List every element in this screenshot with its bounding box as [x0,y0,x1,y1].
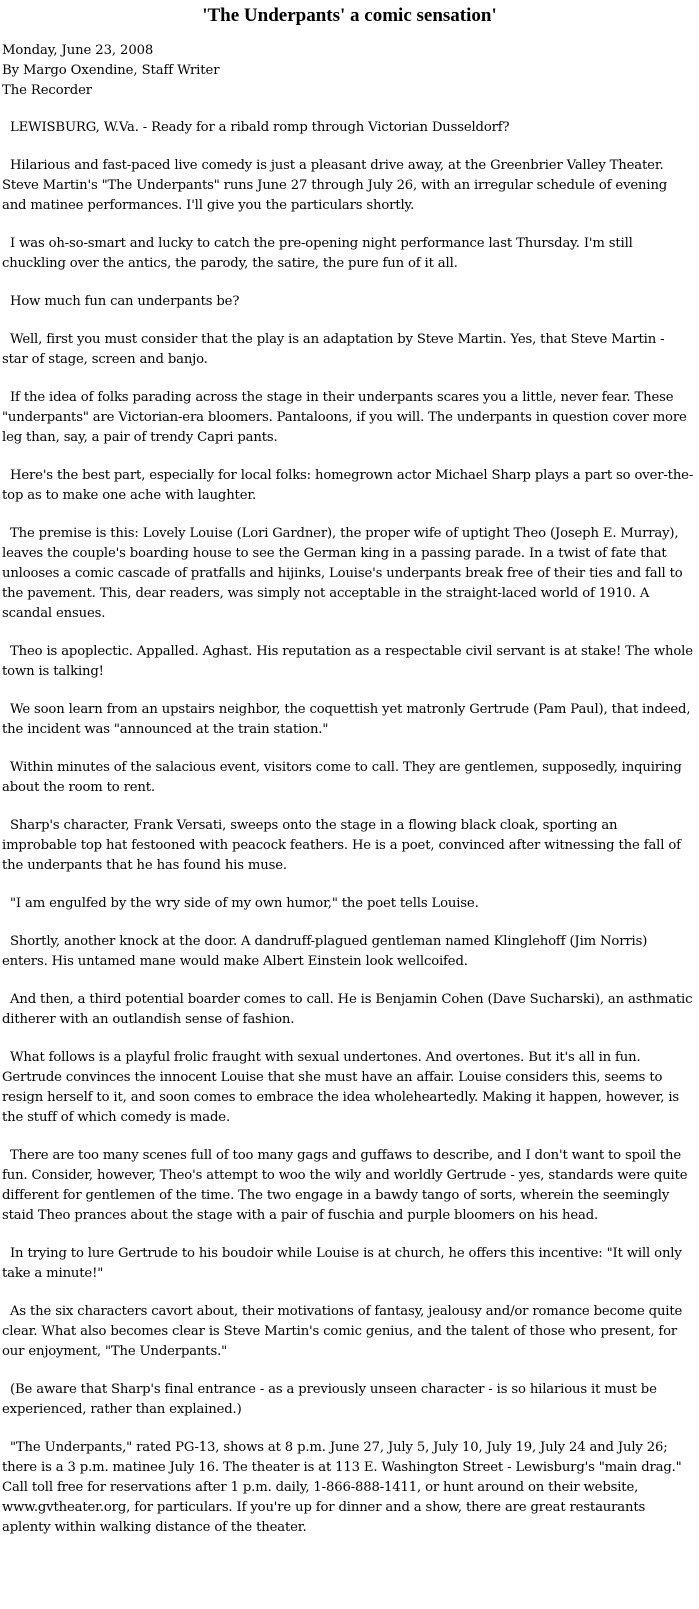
article-paragraph: "The Underpants," rated PG-13, shows at 8 p.m. June 27, July 5, July 10, July 19, July 24 and July 26; there is a 3 p.m. matinee July 16. The theater is at 113 E. Washington Street - Lewisburg's "main drag." Call toll free for reservations after 1 p.m. daily, 1-866-888-1411, or hunt around on their website, www.gvtheater.org, for particulars. If you're up for dinner and a show, there are great restaurants aplenty within walking distance of the theater. [2,1440,682,1535]
article-paragraph: LEWISBURG, W.Va. - Ready for a ribald romp through Victorian Dusseldorf? [10,120,510,135]
article-author: By Margo Oxendine, Staff Writer [2,63,220,78]
article-paragraph: If the idea of folks parading across the stage in their underpants scares you a little, never fear. These "underpants" are Victorian-era bloomers. Pantaloons, if you will. The underpants in question cover more leg than, say, a pair of trendy Capri pants. [2,390,687,445]
article-paragraph: Theo is apoplectic. Appalled. Aghast. His reputation as a respectable civil servant is at stake! The whole town is talking! [2,644,693,679]
article-paragraph: Here's the best part, especially for local folks: homegrown actor Michael Sharp plays a part so over-the-top as to make one ache with laughter. [2,468,694,503]
article-paragraph: What follows is a playful frolic fraught with sexual undertones. And overtones. But it's all in fun. Gertrude convinces the innocent Louise that she must have an affair. Louise considers this, seems to resign herself to it, and soon comes to embrace the idea wholeheartedly. Making it happen, however, is the stuff of which comedy is made. [2,1050,680,1125]
article-paragraph: There are too many scenes full of too many gags and guffaws to describe, and I don't want to spoil the fun. Consider, however, Theo's attempt to woo the wily and worldly Gertrude - yes, standards were quite different for gentlemen of the time. The two engage in a bawdy tango of sorts, wherein the seemingly staid Theo prances about the stage with a pair of fuschia and purple bloomers on his head. [2,1148,688,1223]
article-date: Monday, June 23, 2008 [2,43,154,58]
article-paragraph: And then, a third potential boarder comes to call. He is Benjamin Cohen (Dave Sucharski), an asthmatic ditherer with an outlandish sense of fashion. [2,992,693,1027]
article-paragraph: I was oh-so-smart and lucky to catch the pre-opening night performance last Thursday. I'm still chuckling over the antics, the parody, the satire, the pure fun of it all. [2,236,633,271]
article-title: 'The Underpants' a comic sensation' [202,5,497,26]
article-paragraph: We soon learn from an upstairs neighbor, the coquettish yet matronly Gertrude (Pam Paul), that indeed, the incident was "announced at the train station." [2,702,691,737]
article-paragraph: Shortly, another knock at the door. A dandruff-plagued gentleman named Klinglehoff (Jim Norris) enters. His untamed mane would make Albert Einstein look wellcoifed. [2,934,648,969]
byline [2,41,219,101]
article-paragraph: (Be aware that Sharp's final entrance - as a previously unseen character - is so hilarious it must be experienced, rather than explained.) [2,1382,657,1417]
article-paragraph: How much fun can underpants be? [10,294,240,309]
article-paragraph: Well, first you must consider that the play is an adaptation by Steve Martin. Yes, that Steve Martin - star of stage, screen and banjo. [2,332,665,367]
article-paragraph: In trying to lure Gertrude to his boudoir while Louise is at church, he offers this incentive: "It will only take a minute!" [2,1246,682,1281]
article-paragraph: Within minutes of the salacious event, visitors come to call. They are gentlemen, supposedly, inquiring about the room to rent. [2,760,682,795]
article-paragraph: The premise is this: Lovely Louise (Lori Gardner), the proper wife of uptight Theo (Joseph E. Murray), leaves the couple's boarding house to see the German king in a passing parade. In a twist of fate that unlooses a comic cascade of pratfalls and hijinks, Louise's underpants break free of their ties and fall to the pavement. This, dear readers, was simply not acceptable in the straight-laced world of 1910. A scandal ensues. [2,526,683,621]
article-body [2,118,694,1556]
publication-name: The Recorder [2,83,92,98]
article-paragraph: Hilarious and fast-paced live comedy is just a pleasant drive away, at the Greenbrier Valley Theater. Steve Martin's "The Underpants" runs June 27 through July 26, with an irregular schedule of evening and matinee performances. I'll give you the particulars shortly. [2,158,668,213]
article-paragraph: Sharp's character, Frank Versati, sweeps onto the stage in a flowing black cloak, sporting an improbable top hat festooned with peacock feathers. He is a poet, convinced after witnessing the fall of the underpants that he has found his muse. [2,818,681,873]
article-paragraph: "I am engulfed by the wry side of my own humor," the poet tells Louise. [10,896,479,911]
article-paragraph: As the six characters cavort about, their motivations of fantasy, jealousy and/or romance become quite clear. What also becomes clear is Steve Martin's comic genius, and the talent of those who present, for our enjoyment, "The Underpants." [2,1304,683,1359]
